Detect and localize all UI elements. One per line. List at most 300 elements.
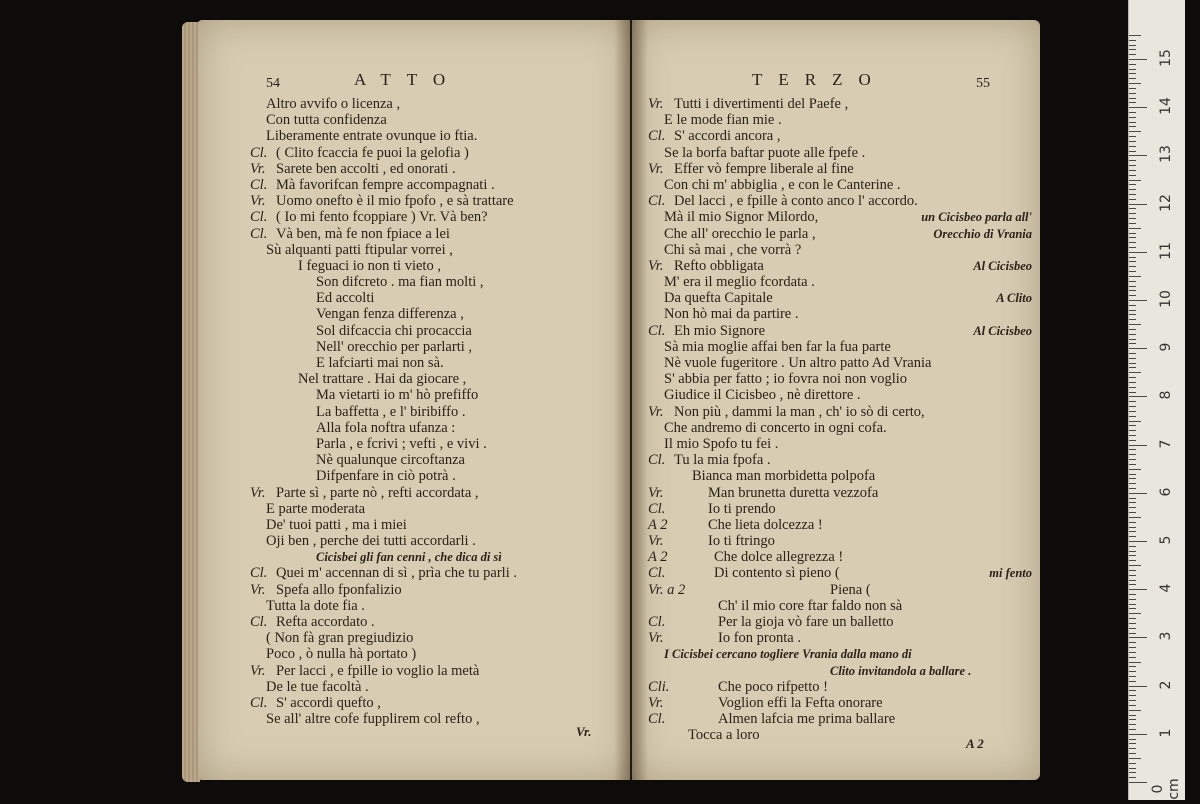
ruler-label: 7 [1158,439,1174,449]
ruler-tick [1129,570,1136,571]
margin-note: Al Cicisbeo [973,323,1032,338]
ruler-tick [1129,449,1136,450]
ruler-tick [1129,445,1147,446]
ruler-tick [1129,387,1136,388]
right-page-catchword: A 2 [966,736,984,751]
ruler-tick [1129,758,1141,759]
ruler-label: 8 [1158,390,1174,400]
speaker-label: Vr. [648,533,664,550]
left-page [198,20,630,780]
text-line [250,339,620,355]
ruler-tick [1129,517,1141,518]
ruler-tick [1129,739,1136,740]
ruler-tick [1129,777,1136,778]
text-line [648,323,1032,339]
ruler-tick [1129,353,1136,354]
speaker-label: Cl. [250,176,268,193]
speaker-label: Vr. [648,257,664,274]
text-line [250,695,620,711]
text-line [250,371,620,387]
line-text: Sù alquanti patti ftipular vorrei , [266,241,453,258]
ruler-tick [1129,459,1136,460]
line-text: Nell' orecchio per parlarti , [316,338,472,355]
text-line [648,598,1032,614]
text-line [648,274,1032,290]
line-text: Mà il mio Signor Milordo, [664,209,819,226]
text-line [250,646,620,662]
ruler-tick [1129,580,1136,581]
line-text: Oji ben , perche dei tutti accordarli . [266,533,476,550]
left-page-number: 54 [266,76,280,91]
ruler-tick [1129,358,1136,359]
ruler-tick [1129,314,1136,315]
line-text: Che poco rifpetto ! [718,678,828,695]
ruler-tick [1129,136,1136,137]
text-line [250,323,620,339]
text-line [648,695,1032,711]
ruler-tick [1129,763,1136,764]
line-text: E lafciarti mai non sà. [316,355,444,371]
text-line [648,468,1032,484]
right-page-number: 55 [976,76,990,91]
ruler-tick [1129,575,1136,576]
ruler-tick [1129,170,1136,171]
ruler-tick [1129,594,1136,595]
ruler-tick [1129,488,1136,489]
ruler-tick [1129,469,1141,470]
text-line [250,145,620,161]
line-text: De' tuoi patti , ma i miei [266,516,407,533]
ruler-tick [1129,710,1141,711]
ruler-tick [1129,261,1136,262]
ruler-tick [1129,729,1136,730]
ruler-tick [1129,348,1147,349]
text-line [648,549,1032,565]
ruler-tick [1129,310,1136,311]
ruler-tick [1129,734,1147,735]
text-line [250,485,620,501]
text-line [648,711,1032,727]
text-line [250,501,620,517]
ruler-tick [1129,555,1136,556]
ruler-tick [1129,647,1136,648]
book-gutter [614,20,648,780]
line-text: Giudice il Cicisbeo , nè direttore . [664,387,861,404]
line-text: Spefa allo fponfalizio [276,581,402,598]
ruler-label: 5 [1158,535,1174,545]
ruler-label: 13 [1158,145,1174,164]
ruler-tick [1129,88,1136,89]
text-line [250,404,620,420]
text-line [648,452,1032,468]
ruler-tick [1129,719,1136,720]
line-text: Se la borfa baftar puote alle fpefe . [664,144,866,161]
text-line [250,679,620,695]
ruler-tick [1129,493,1147,494]
ruler-tick [1129,536,1136,537]
ruler-tick [1129,184,1136,185]
ruler-tick [1129,705,1136,706]
ruler-tick [1129,690,1136,691]
stage-direction: Cicisbei gli fan cenni , che dica di sì [316,550,502,565]
ruler-tick [1129,300,1147,301]
line-text: Del lacci , e fpille à conto anco l' accordo. [674,193,918,210]
ruler-tick [1129,478,1136,479]
ruler-tick [1129,377,1136,378]
speaker-label: Vr. [648,630,664,647]
ruler-tick [1129,421,1141,422]
ruler-tick [1129,382,1136,383]
text-line [648,306,1032,322]
text-line [250,387,620,403]
ruler-tick [1129,662,1141,663]
ruler-label: 15 [1158,49,1174,67]
text-line [648,614,1032,630]
line-text: Parla , e fcrivi ; vefti , e vivi . [316,435,487,452]
ruler-tick [1129,430,1136,431]
text-line [250,630,620,646]
ruler-label: 14 [1158,97,1174,116]
line-text: Sà mia moglie affai ben far la fua parte [664,338,891,355]
ruler-tick [1129,416,1136,417]
speaker-label: Cl. [648,128,666,145]
ruler-tick [1129,78,1136,79]
ruler-tick [1129,151,1136,152]
speaker-label: Cl. [648,565,666,582]
ruler-tick [1129,247,1136,248]
ruler-tick [1129,233,1136,234]
text-line [648,258,1032,274]
ruler-tick [1129,551,1136,552]
line-text: ( Clito fcaccia fe puoi la gelofia ) [276,144,469,161]
ruler-tick [1129,204,1147,205]
text-line [648,485,1032,501]
line-text: Io fon pronta . [718,630,801,647]
ruler-tick [1129,695,1136,696]
text-line [250,209,620,225]
ruler-tick [1129,396,1147,397]
line-text: M' era il meglio fcordata . [664,274,815,291]
line-text: Nel trattare . Hai da giocare , [298,371,467,388]
ruler-tick [1129,189,1136,190]
speaker-label: Cl. [250,614,268,630]
speaker-label: Cl. [250,209,268,226]
ruler-tick [1129,686,1147,687]
line-text: Refto obbligata [674,257,764,274]
line-text: Non hò mai da partire . [664,306,799,323]
line-text: Chi sà mai , che vorrà ? [664,241,802,258]
text-line [250,436,620,452]
ruler-tick [1129,93,1136,94]
line-text: Sarete ben accolti , ed onorati . [276,160,456,177]
ruler-tick [1129,131,1141,132]
speaker-label: Cl. [250,565,268,582]
text-line [648,242,1032,258]
speaker-label: Vr. [648,694,664,711]
line-text: Il mio Spofo tu fei . [664,435,779,452]
text-line [250,663,620,679]
ruler-label: 0 cm [1150,778,1182,800]
ruler-tick [1129,642,1136,643]
text-line [648,565,1032,581]
text-line [648,371,1032,387]
line-text: Nè qualunque circoftanza [316,452,465,469]
text-line [250,226,620,242]
line-text: De le tue facoltà . [266,678,369,695]
ruler-tick [1129,435,1136,436]
text-line [648,128,1032,144]
speaker-label: Vr. [648,484,664,501]
ruler-tick [1129,334,1136,335]
ruler-tick [1129,73,1136,74]
ruler-tick [1129,45,1136,46]
text-line [648,582,1032,598]
ruler-label: 1 [1158,728,1174,738]
text-line [250,549,620,565]
ruler-tick [1129,700,1136,701]
ruler-tick [1129,266,1136,267]
ruler-tick [1129,498,1136,499]
speaker-label: Cl. [648,614,666,630]
measuring-ruler [1128,0,1185,800]
ruler-tick [1129,146,1136,147]
line-text: Io ti ftringo [708,533,775,550]
line-text: Mà favorifcan fempre accompagnati . [276,176,495,193]
line-text: Man brunetta duretta vezzofa [708,484,879,501]
ruler-tick [1129,527,1136,528]
line-text: S' abbia per fatto ; io fovra noi non voglio [664,371,908,388]
ruler-tick [1129,512,1136,513]
line-text: Sol difcaccia chi procaccia [316,322,472,339]
text-line [648,420,1032,436]
text-line [250,420,620,436]
speaker-label: Vr. [648,403,664,420]
speaker-label: Vr. [250,581,266,598]
ruler-tick [1129,194,1136,195]
ruler-tick [1129,237,1136,238]
ruler-tick [1129,218,1136,219]
text-line [648,404,1032,420]
ruler-tick [1129,367,1136,368]
text-line [250,355,620,371]
ruler-tick [1129,343,1136,344]
ruler-label: 10 [1158,290,1174,308]
ruler-tick [1129,286,1136,287]
text-line [250,533,620,549]
ruler-label: 6 [1158,487,1174,497]
stage-direction: Clito invitandola a ballare . [830,663,972,678]
ruler-tick [1129,474,1136,475]
line-text: Io ti prendo [708,500,776,517]
ruler-tick [1129,290,1136,291]
line-text: Da quefta Capitale [664,290,773,307]
text-line [250,193,620,209]
ruler-tick [1129,440,1136,441]
text-line [250,517,620,533]
line-text: Refta accordato . [276,614,375,630]
ruler-tick [1129,633,1136,634]
line-text: Non più , dammi la man , ch' io sò di certo, [674,403,925,420]
ruler-tick [1129,160,1136,161]
line-text: ( Io mi fento fcoppiare ) Vr. Và ben? [276,209,488,226]
line-text: ( Non fà gran pregiudizio [266,630,414,647]
line-text: Quei m' accennan di sì , prìa che tu parli . [276,565,517,582]
ruler-tick [1129,271,1136,272]
ruler-tick [1129,724,1136,725]
ruler-tick [1129,64,1136,65]
line-text: Tocca a loro [688,727,760,744]
line-text: Tutti i divertimenti del Paefe , [674,96,849,112]
ruler-tick [1129,49,1136,50]
speaker-label: Vr. [250,662,266,679]
line-text: La baffetta , e l' biribiffo . [316,403,466,420]
ruler-tick [1129,107,1147,108]
speaker-label: Cl. [250,144,268,161]
ruler-tick [1129,69,1136,70]
ruler-tick [1129,560,1136,561]
ruler-tick [1129,281,1136,282]
ruler-label: 11 [1158,241,1174,260]
line-text: Tutta la dote fia . [266,597,365,614]
text-line [250,242,620,258]
ruler-tick [1129,35,1141,36]
ruler-tick [1129,584,1136,585]
text-line [648,177,1032,193]
ruler-tick [1129,743,1136,744]
line-text: Voglion effi la Fefta onorare [718,694,883,711]
ruler-label: 3 [1158,631,1174,641]
line-text: E le mode fian mie . [664,112,782,129]
text-line [648,96,1032,112]
line-text: Bianca man morbidetta polpofa [692,468,876,485]
ruler-tick [1129,155,1147,156]
ruler-tick [1129,83,1141,84]
ruler-tick [1129,541,1147,542]
ruler-tick [1129,454,1136,455]
line-text: Alla fola noftra ufanza : [316,419,456,436]
ruler-label: 2 [1158,680,1174,690]
speaker-label: Cl. [250,694,268,711]
margin-note: A Clito [996,291,1032,306]
text-line [648,226,1032,242]
ruler-tick [1129,319,1136,320]
ruler-tick [1129,425,1136,426]
right-page-header: TERZO [752,70,887,89]
ruler-tick [1129,165,1136,166]
text-line [250,112,620,128]
ruler-tick [1129,401,1136,402]
ruler-tick [1129,126,1136,127]
text-line [250,177,620,193]
text-line [648,436,1032,452]
speaker-label: Cl. [648,711,666,728]
ruler-tick [1129,141,1136,142]
ruler-tick [1129,666,1136,667]
ruler-label: 4 [1158,583,1174,593]
ruler-tick [1129,531,1136,532]
line-text: Almen lafcia me prima ballare [718,711,896,728]
ruler-tick [1129,257,1136,258]
ruler-tick [1129,295,1136,296]
ruler-tick [1129,305,1136,306]
line-text: Liberamente entrate ovunque io ftia. [266,128,478,145]
ruler-tick [1129,276,1141,277]
text-line [250,306,620,322]
line-text: Con chi m' abbiglia , e con le Canterine . [664,176,901,193]
text-line [648,501,1032,517]
left-page-header: ATTO [354,70,462,89]
speaker-label: Cli. [648,678,670,695]
speaker-label: Cl. [250,225,268,242]
ruler-tick [1129,628,1136,629]
ruler-tick [1129,502,1136,503]
ruler-tick [1129,411,1136,412]
ruler-tick [1129,98,1136,99]
line-text: Per la gioja vò fare un balletto [718,614,894,630]
ruler-tick [1129,392,1136,393]
ruler-tick [1129,657,1136,658]
ruler-tick [1129,372,1141,373]
speaker-label: Vr. [250,193,266,210]
speaker-label: A 2 [648,549,668,566]
line-text: I feguaci io non ti vieto , [298,257,441,274]
line-text: S' accordi ancora , [674,128,781,145]
text-line [250,598,620,614]
ruler-tick [1129,772,1136,773]
line-text: Nè vuole fugeritore . Un altro patto Ad Vrania [664,355,932,371]
ruler-tick [1129,623,1136,624]
line-text: Per lacci , e fpille io voglio la metà [276,662,480,679]
ruler-tick [1129,199,1136,200]
text-line [648,339,1032,355]
line-text: Tu la mia fpofa . [674,452,771,469]
ruler-tick [1129,768,1136,769]
text-line [648,387,1032,403]
line-text: Uomo onefto è il mio fpofo , e sà trattare [276,193,514,210]
line-text: Che dolce allegrezza ! [714,549,844,566]
speaker-label: A 2 [648,516,668,533]
text-line [648,630,1032,646]
ruler-tick [1129,329,1136,330]
left-page-text [250,96,620,727]
ruler-tick [1129,599,1136,600]
right-page [632,20,1040,780]
margin-note: Al Cicisbeo [973,258,1032,273]
line-text: Và ben, mà fe non fpiace a lei [276,225,450,242]
speaker-label: Cl. [648,452,666,469]
ruler-tick [1129,252,1147,253]
line-text: Ed accolti [316,290,375,307]
line-text: Di contento sì pieno ( [714,565,840,582]
line-text: Altro avvifo o licenza , [266,96,401,112]
line-text: Piena ( [830,581,871,598]
text-line [250,582,620,598]
ruler-tick [1129,363,1136,364]
ruler-tick [1129,102,1136,103]
ruler-tick [1129,589,1147,590]
text-line [648,355,1032,371]
ruler-label: 9 [1158,342,1174,352]
text-line [648,517,1032,533]
text-line [250,711,620,727]
text-line [250,614,620,630]
speaker-label: Vr. a 2 [648,581,686,598]
text-line [648,663,1032,679]
line-text: Parte sì , parte nò , refti accordata , [276,484,479,501]
ruler-tick [1129,613,1141,614]
text-line [648,193,1032,209]
ruler-tick [1129,604,1136,605]
